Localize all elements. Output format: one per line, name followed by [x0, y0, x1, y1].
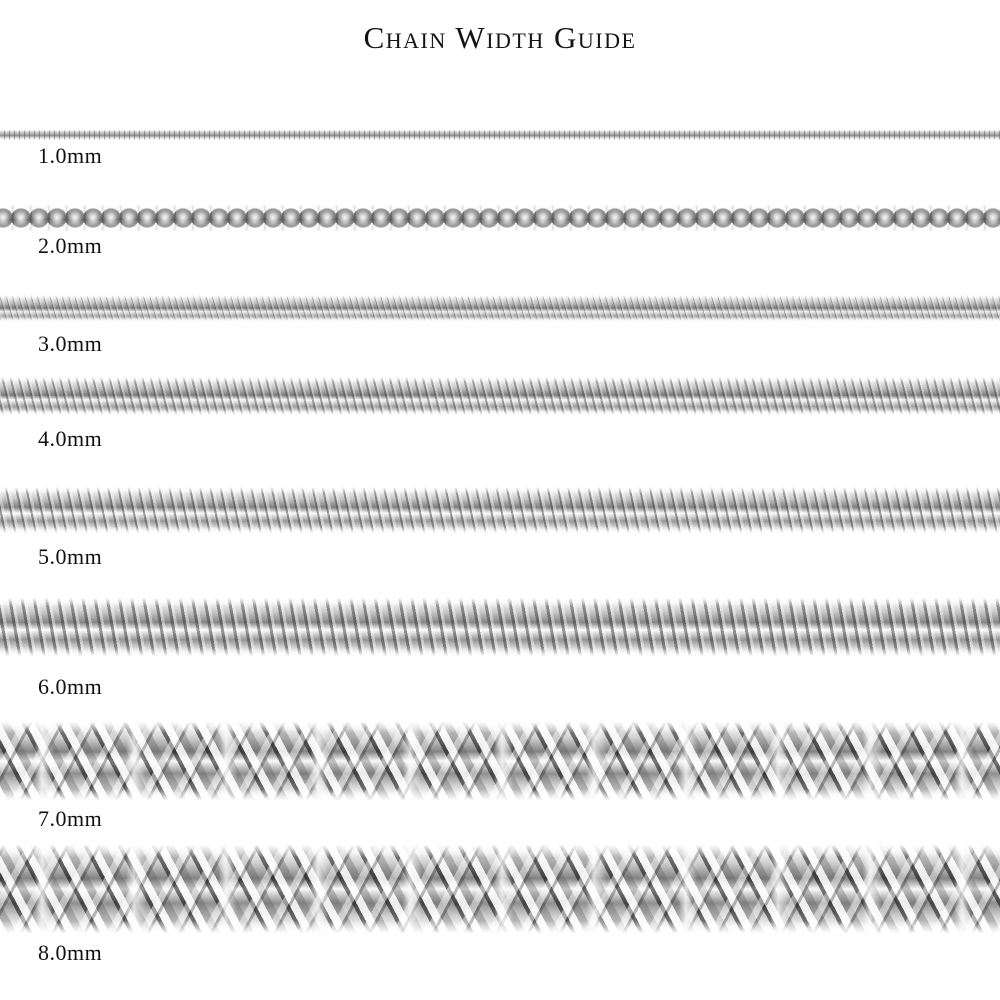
chain-width-label: 2.0mm	[38, 233, 103, 258]
chain-sample-7.0mm	[0, 722, 1000, 800]
chain-sample-6.0mm	[0, 598, 1000, 656]
chain-width-label: 4.0mm	[38, 426, 103, 451]
chain-edge-fade	[0, 598, 1000, 656]
chain-edge-fade	[0, 845, 1000, 933]
chain-sample-1.0mm	[0, 130, 1000, 140]
chain-width-label: 5.0mm	[38, 544, 103, 569]
chain-edge-fade	[0, 295, 1000, 321]
chain-edge-fade	[0, 205, 1000, 231]
chain-edge-fade	[0, 722, 1000, 800]
chain-sample-8.0mm	[0, 845, 1000, 933]
chain-width-label: 8.0mm	[38, 940, 103, 965]
chain-edge-fade	[0, 487, 1000, 533]
chain-sample-4.0mm	[0, 377, 1000, 415]
page-title: Chain Width Guide	[363, 20, 637, 55]
chain-width-label: 3.0mm	[38, 331, 103, 356]
chain-edge-fade	[0, 377, 1000, 415]
chain-sample-5.0mm	[0, 487, 1000, 533]
chain-sample-3.0mm	[0, 295, 1000, 321]
chain-sample-2.0mm	[0, 205, 1000, 231]
chain-width-label: 6.0mm	[38, 674, 103, 699]
chain-edge-fade	[0, 130, 1000, 140]
chain-width-label: 1.0mm	[38, 143, 103, 168]
chain-width-label: 7.0mm	[38, 806, 103, 831]
